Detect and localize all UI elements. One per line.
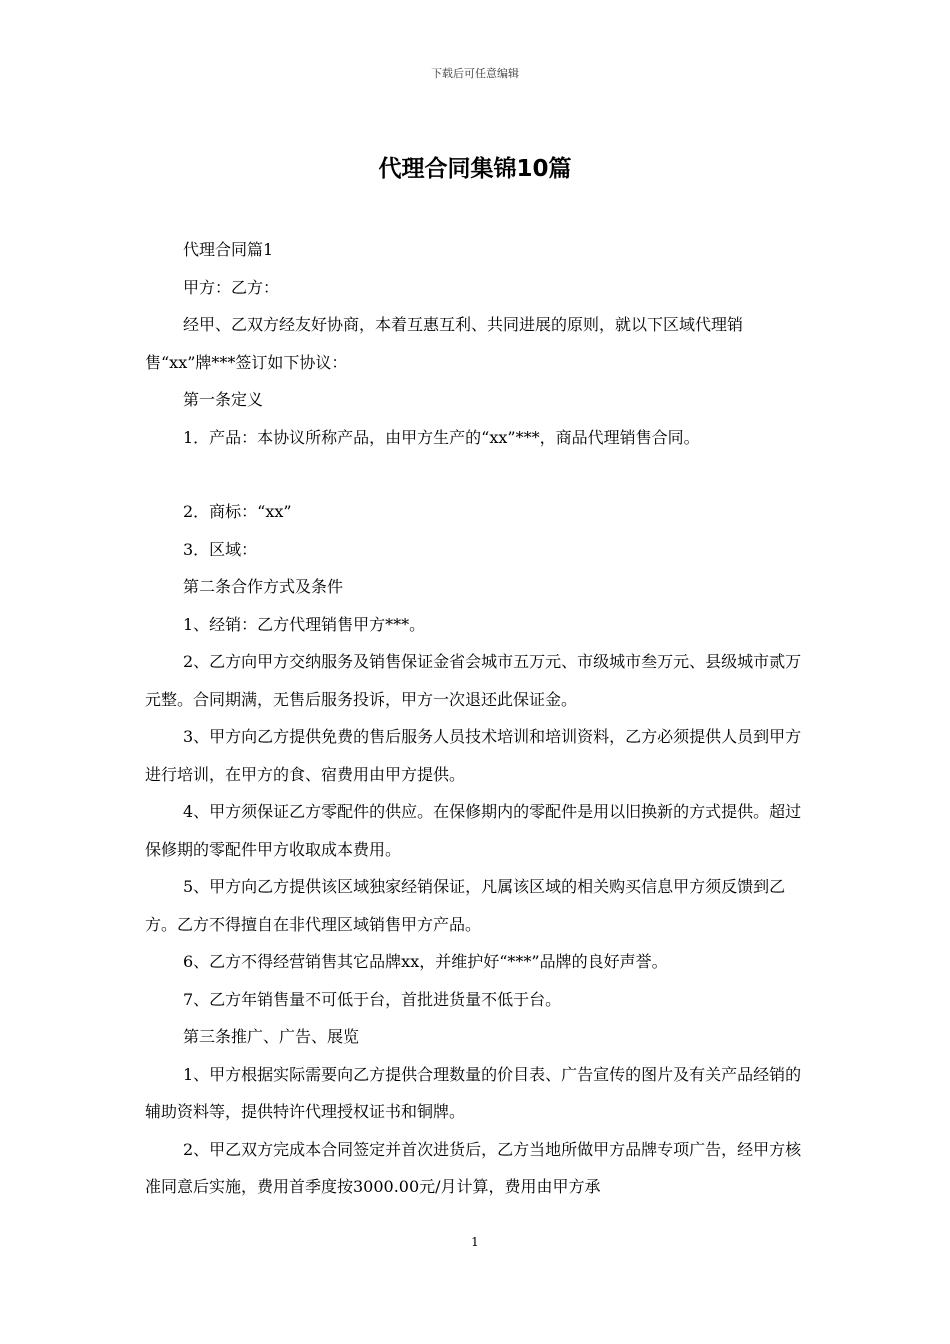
body-paragraph: 7、乙方年销售量不可低于台，首批进货量不低于台。 [183,989,562,1009]
body-paragraph: 1、经销：乙方代理销售甲方***。 [183,614,426,634]
body-paragraph: 经甲、乙双方经友好协商，本着互惠互利、共同进展的原则，就以下区域代理销售“xx”牌***签订如下协议： [145,315,744,372]
body-paragraph: 3．区域： [183,539,258,559]
page-number: 1 [471,1235,479,1249]
document-body [145,231,807,1206]
article-heading: 第二条合作方式及条件 [183,577,344,596]
body-paragraph: 2、乙方向甲方交纳服务及销售保证金省会城市五万元、市级城市叁万元、县级城市贰万元整。合同期满，无售后服务投诉，甲方一次退还此保证金。 [145,652,802,709]
body-paragraph: 1．产品：本协议所称产品，由甲方生产的“xx”***，商品代理销售合同。 [183,427,700,447]
body-paragraph: 4、甲方须保证乙方零配件的供应。在保修期内的零配件是用以旧换新的方式提供。超过保修期的零配件甲方收取成本费用。 [145,802,802,859]
header-note: 下载后可任意编辑 [431,67,519,80]
body-paragraph: 5、甲方向乙方提供该区域独家经销保证，凡属该区域的相关购买信息甲方须反馈到乙方。乙方不得擅自在非代理区域销售甲方产品。 [145,877,786,934]
article-heading: 第一条定义 [183,390,264,409]
parties-line: 甲方：乙方： [183,277,280,297]
body-paragraph: 6、乙方不得经营销售其它品牌xx，并维护好“***”品牌的良好声誉。 [183,952,668,971]
body-paragraph: 2．商标：“xx” [183,502,292,521]
body-paragraph: 1、甲方根据实际需要向乙方提供合理数量的价目表、广告宣传的图片及有关产品经销的辅助资料等，提供特许代理授权证书和铜牌。 [145,1064,802,1121]
article-heading: 第三条推广、广告、展览 [183,1027,360,1046]
body-paragraph: 2、甲乙双方完成本合同签定并首次进货后，乙方当地所做甲方品牌专项广告，经甲方核准同意后实施，费用首季度按3000.00元/月计算，费用由甲方承 [145,1139,802,1196]
body-paragraph: 3、甲方向乙方提供免费的售后服务人员技术培训和培训资料，乙方必须提供人员到甲方进行培训，在甲方的食、宿费用由甲方提供。 [145,727,802,784]
section-heading: 代理合同篇1 [183,240,274,259]
document-title: 代理合同集锦10篇 [378,156,572,182]
